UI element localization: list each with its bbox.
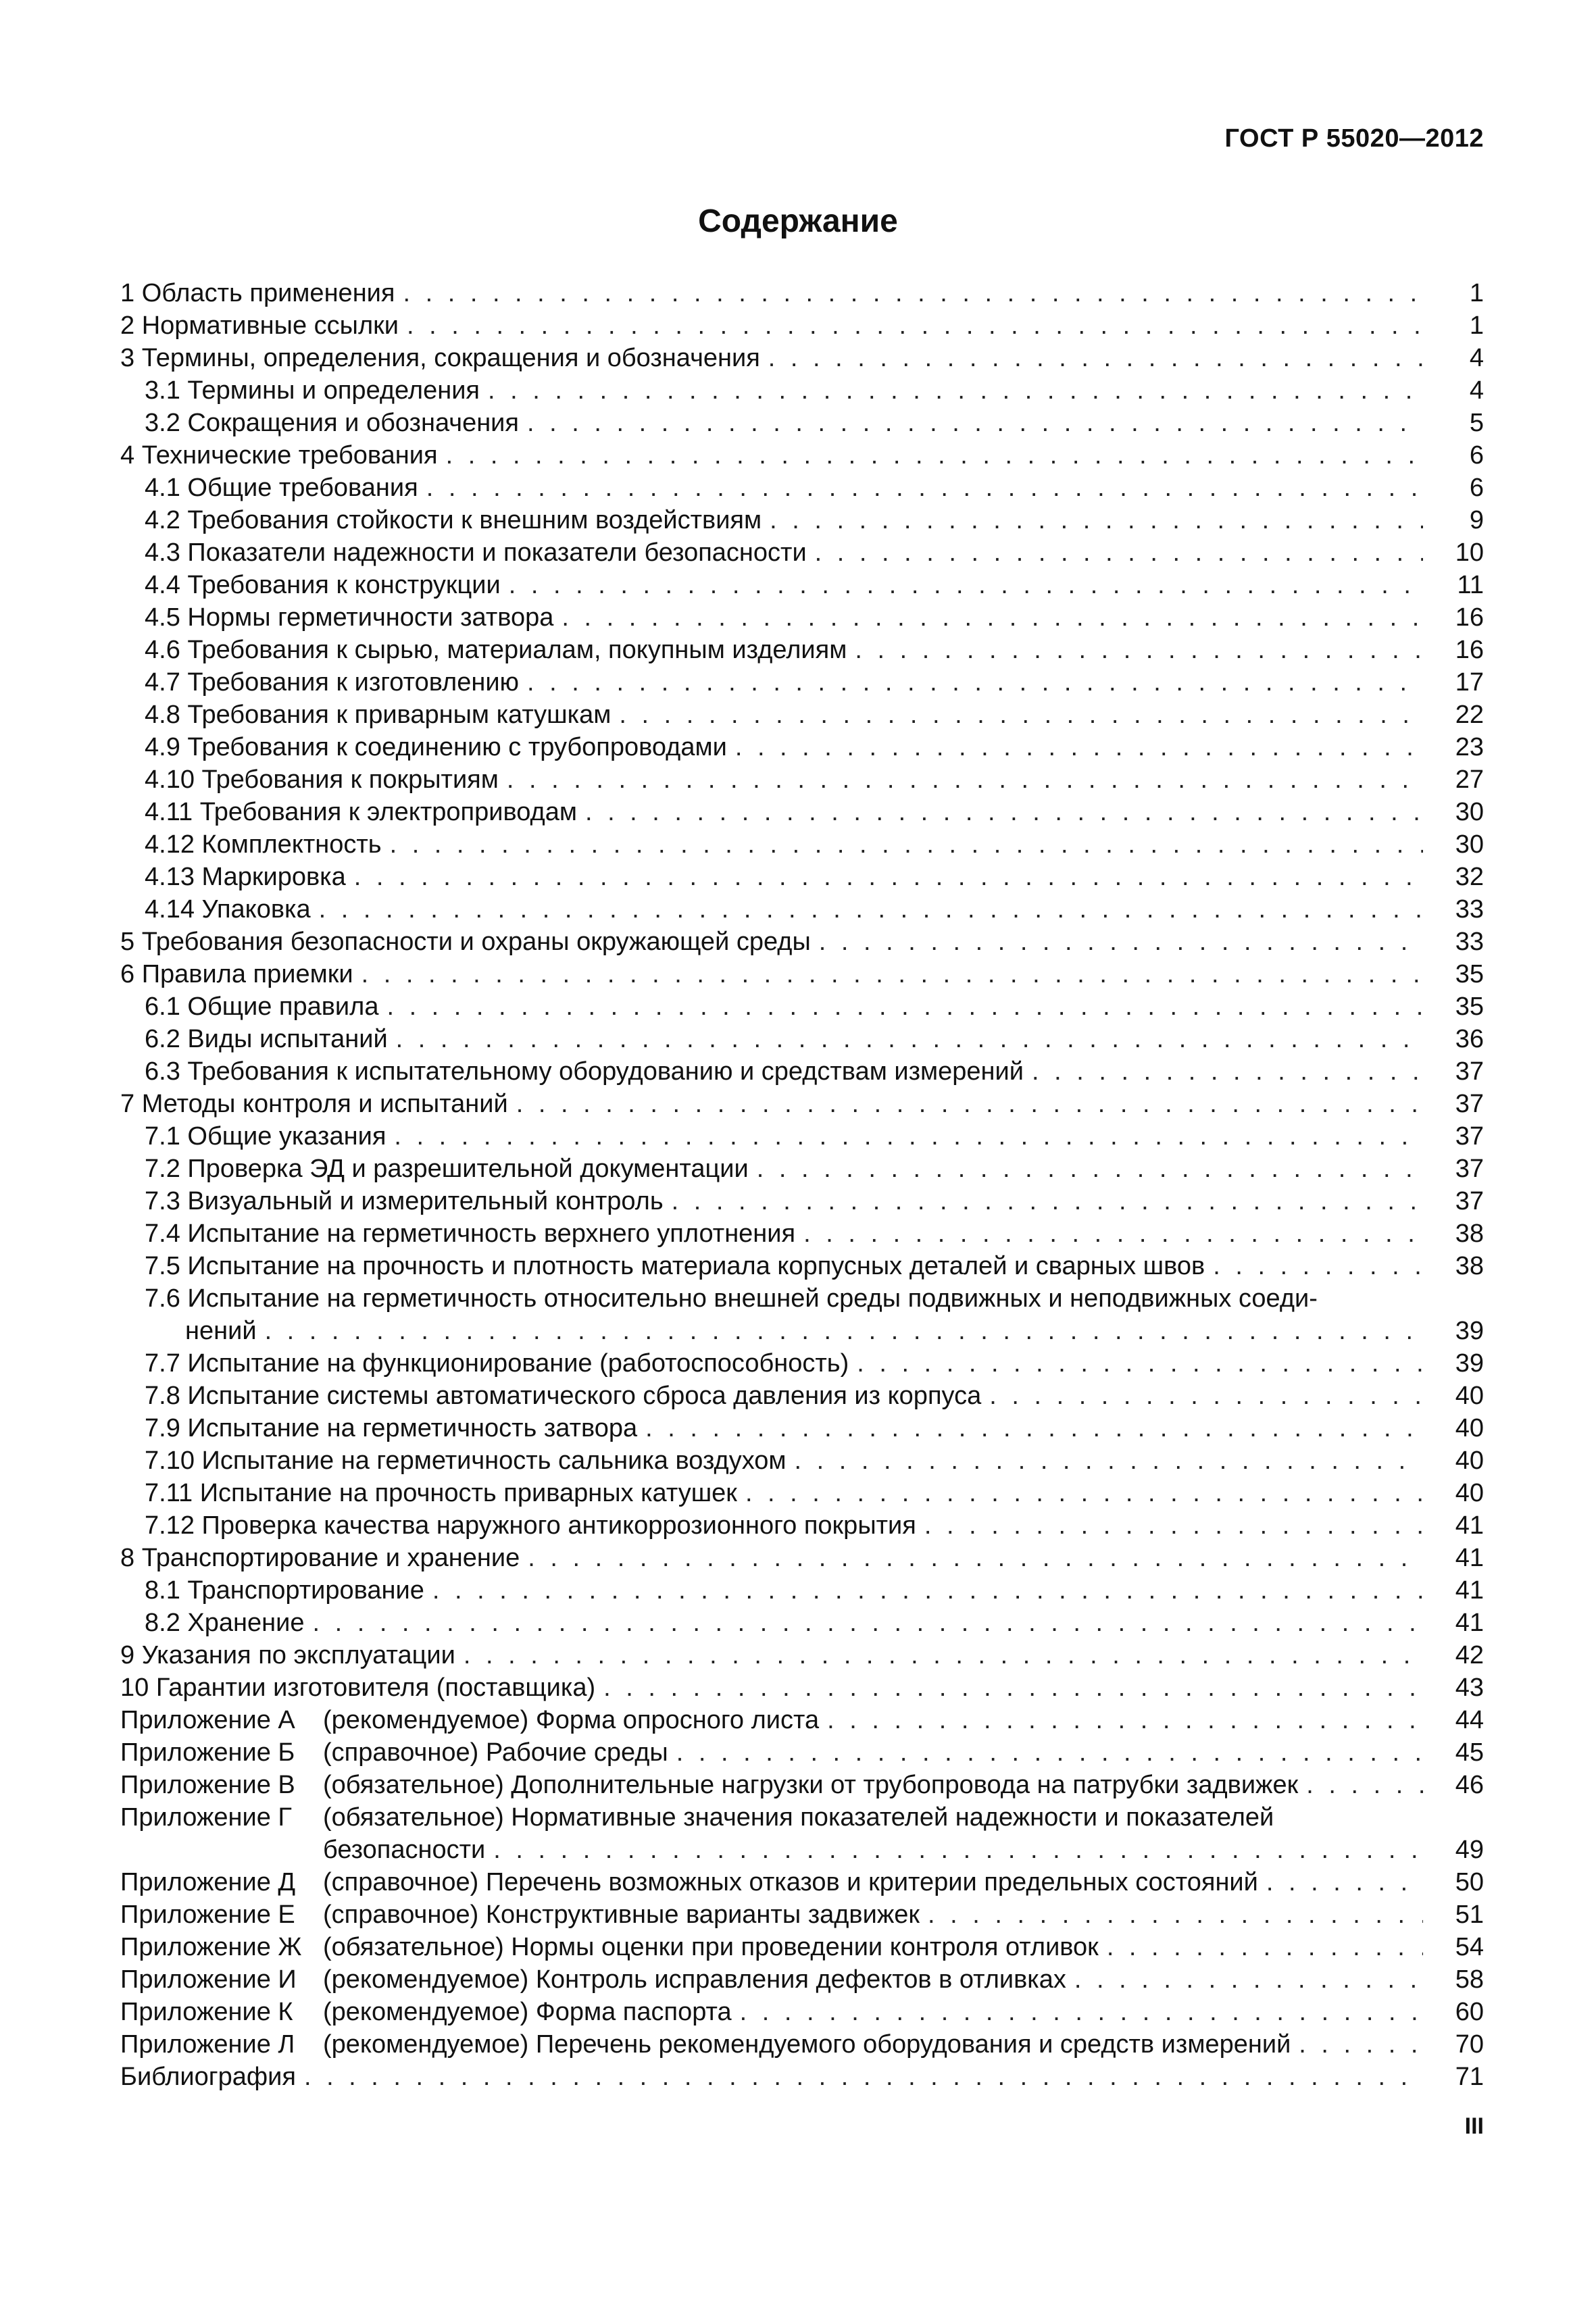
toc-entry-page: 16 (1455, 636, 1484, 664)
toc-entry-label: 7.8 Испытание системы автоматического сброса давления из корпуса (145, 1382, 982, 1410)
bibliography-entry[interactable] (120, 2061, 1484, 2093)
dot-leader (981, 1380, 1423, 1412)
toc-entry-label: 6.2 Виды испытаний (145, 1025, 388, 1053)
toc-entry-label (120, 2028, 1291, 2061)
toc-entry-page: 30 (1455, 830, 1484, 859)
dot-leader (346, 861, 1423, 893)
dot-leader (920, 1898, 1423, 1931)
toc-entry[interactable] (120, 796, 1484, 828)
appendix-title: (справочное) Рабочие среды (323, 1738, 668, 1767)
toc-entry[interactable] (120, 699, 1484, 731)
toc-entry-page: 39 (1455, 1349, 1484, 1378)
toc-entry-page: 35 (1455, 992, 1484, 1021)
toc-entry[interactable] (120, 1120, 1484, 1153)
toc-entry[interactable] (120, 1250, 1484, 1282)
toc-entry-label (120, 1996, 732, 2028)
dot-leader (811, 926, 1423, 958)
toc-entry-label (120, 1898, 920, 1931)
dot-leader (485, 1834, 1423, 1866)
toc-entry[interactable] (120, 1217, 1484, 1250)
toc-entry-page: 44 (1455, 1706, 1484, 1734)
toc-entry-page: 51 (1455, 1901, 1484, 1929)
dot-leader (1205, 1250, 1423, 1282)
toc-entry-label: 7 Методы контроля и испытаний (120, 1090, 508, 1118)
appendix-entry[interactable] (120, 1898, 1484, 1931)
dot-leader (304, 1607, 1423, 1639)
toc-entry-page: 6 (1469, 441, 1484, 470)
toc-entry[interactable] (120, 1477, 1484, 1509)
toc-entry-label: 4 Технические требования (120, 441, 438, 470)
appendix-name: Приложение Ж (120, 1933, 302, 1961)
dot-leader (418, 472, 1423, 504)
dot-leader (847, 634, 1423, 666)
toc-entry-page: 5 (1469, 409, 1484, 437)
toc-entry-label: 4.2 Требования стойкости к внешним воздействиям (145, 506, 762, 534)
toc-entry[interactable] (120, 439, 1484, 472)
toc-entry[interactable] (120, 1412, 1484, 1444)
toc-entry[interactable] (120, 1607, 1484, 1639)
toc-entry-label: 7.6 Испытание на герметичность относительно внешней среды подвижных и неподвижных соеди- (145, 1284, 1318, 1313)
dot-leader (1024, 1055, 1423, 1088)
toc-entry-page: 33 (1455, 928, 1484, 956)
toc-entry-page: 40 (1455, 1447, 1484, 1475)
toc-entry[interactable] (120, 569, 1484, 601)
toc-entry-label (120, 1801, 1274, 1834)
toc-entry-page: 37 (1455, 1155, 1484, 1183)
toc-entry-label: безопасности (323, 1836, 486, 1864)
toc-entry-label: 4.11 Требования к электроприводам (145, 798, 577, 826)
dot-leader (1291, 2028, 1423, 2061)
toc-entry[interactable] (120, 893, 1484, 926)
toc-entry-page: 41 (1455, 1609, 1484, 1637)
toc-entry-page: 37 (1455, 1187, 1484, 1215)
toc-entry[interactable] (120, 1088, 1484, 1120)
toc-entry-page: 38 (1455, 1252, 1484, 1280)
toc-entry-label: 7.1 Общие указания (145, 1122, 386, 1151)
toc-entry-label: 7.10 Испытание на герметичность сальника воздухом (145, 1447, 787, 1475)
toc-entry[interactable] (120, 1574, 1484, 1607)
appendix-name: Приложение Б (120, 1738, 295, 1767)
toc-entry-label: 7.12 Проверка качества наружного антикоррозионного покрытия (145, 1511, 916, 1540)
toc-entry[interactable] (120, 1509, 1484, 1542)
page-number: III (1464, 2113, 1484, 2139)
toc-entry-label: 3.1 Термины и определения (145, 376, 480, 405)
page-title: Содержание (698, 203, 898, 239)
dot-leader (519, 666, 1423, 699)
toc-entry-page: 45 (1455, 1738, 1484, 1767)
toc-entry-label: нений (185, 1317, 257, 1345)
toc-entry[interactable] (120, 763, 1484, 796)
appendix-name: Приложение И (120, 1965, 297, 1994)
toc-entry-page: 41 (1455, 1511, 1484, 1540)
dot-leader (257, 1315, 1423, 1347)
toc-entry-label: 4.12 Комплектность (145, 830, 382, 859)
toc-entry-page: 16 (1455, 603, 1484, 632)
toc-entry-label: 7.7 Испытание на функционирование (работоспособность) (145, 1349, 849, 1378)
toc-entry[interactable] (120, 277, 1484, 309)
appendix-title: (рекомендуемое) Форма паспорта (323, 1998, 732, 2026)
toc-entry-page: 50 (1455, 1868, 1484, 1896)
appendix-title: (справочное) Конструктивные варианты задвижек (323, 1901, 920, 1929)
dot-leader (499, 763, 1423, 796)
dot-leader (849, 1347, 1423, 1380)
dot-leader (508, 1088, 1423, 1120)
dot-leader (424, 1574, 1423, 1607)
toc-entry[interactable] (120, 958, 1484, 990)
dot-leader (438, 439, 1423, 472)
toc-entry-label (120, 1769, 1298, 1801)
toc-entry-page: 37 (1455, 1090, 1484, 1118)
toc-entry-page: 43 (1455, 1674, 1484, 1702)
toc-entry-label: 7.5 Испытание на прочность и плотность материала корпусных деталей и сварных швов (145, 1252, 1205, 1280)
toc-entry-page: 41 (1455, 1576, 1484, 1605)
appendix-entry[interactable] (120, 2028, 1484, 2061)
appendix-entry[interactable] (120, 1963, 1484, 1996)
toc-entry-label: 8.2 Хранение (145, 1609, 305, 1637)
dot-leader (519, 407, 1423, 439)
dot-leader (386, 1120, 1423, 1153)
toc-entry-label: 2 Нормативные ссылки (120, 311, 399, 340)
dot-leader (760, 342, 1423, 374)
toc-entry-label: 7.4 Испытание на герметичность верхнего уплотнения (145, 1219, 796, 1248)
appendix-title: (рекомендуемое) Перечень рекомендуемого оборудования и средств измерений (323, 2030, 1291, 2059)
toc-entry-label: 1 Область применения (120, 279, 395, 307)
toc-entry[interactable] (120, 472, 1484, 504)
toc-entry-page: 9 (1469, 506, 1484, 534)
appendix-name: Приложение Е (120, 1901, 295, 1929)
toc-entry-label: 7.2 Проверка ЭД и разрешительной документации (145, 1155, 749, 1183)
toc-entry-label: 7.3 Визуальный и измерительный контроль (145, 1187, 664, 1215)
toc-entry-label: 8 Транспортирование и хранение (120, 1544, 520, 1572)
toc-entry-label: 4.8 Требования к приварным катушкам (145, 701, 612, 729)
dot-leader (553, 601, 1423, 634)
toc-entry-label (120, 1963, 1066, 1996)
appendix-title: (справочное) Перечень возможных отказов и критерии предельных состояний (323, 1868, 1258, 1896)
toc-entry-label: 4.13 Маркировка (145, 863, 346, 891)
dot-leader (388, 1023, 1423, 1055)
toc-entry-label: 7.9 Испытание на герметичность затвора (145, 1414, 638, 1442)
toc-entry-label: 6.3 Требования к испытательному оборудованию и средствам измерений (145, 1057, 1024, 1086)
toc-entry-label: 8.1 Транспортирование (145, 1576, 424, 1605)
toc-entry-page: 1 (1469, 311, 1484, 340)
toc-entry-page: 60 (1455, 1998, 1484, 2026)
appendix-name: Приложение Г (120, 1803, 293, 1832)
dot-leader (668, 1736, 1423, 1769)
toc-entry-page: 40 (1455, 1479, 1484, 1507)
toc-entry-page: 70 (1455, 2030, 1484, 2059)
toc-entry[interactable] (120, 536, 1484, 569)
toc-entry-page: 30 (1455, 798, 1484, 826)
appendix-entry[interactable] (120, 1769, 1484, 1801)
toc-entry[interactable] (120, 666, 1484, 699)
toc-entry-page: 4 (1469, 376, 1484, 405)
dot-leader (378, 990, 1423, 1023)
dot-leader (749, 1153, 1423, 1185)
appendix-entry[interactable] (120, 1931, 1484, 1963)
toc-entry[interactable] (120, 731, 1484, 763)
toc-entry-page: 1 (1469, 279, 1484, 307)
toc-entry-page: 10 (1455, 538, 1484, 567)
table-of-contents (120, 277, 1484, 2093)
toc-entry-page: 4 (1469, 344, 1484, 372)
toc-entry-page: 37 (1455, 1057, 1484, 1086)
toc-entry-label: 6.1 Общие правила (145, 992, 379, 1021)
toc-entry-page: 49 (1455, 1836, 1484, 1864)
toc-entry-label (120, 1866, 1258, 1898)
dot-leader (819, 1704, 1423, 1736)
toc-entry-label: 7.11 Испытание на прочность приварных катушек (145, 1479, 737, 1507)
appendix-name: Приложение К (120, 1998, 293, 2026)
toc-entry-page: 6 (1469, 474, 1484, 502)
toc-entry-page: 71 (1455, 2063, 1484, 2091)
dot-leader (807, 536, 1423, 569)
appendix-entry-line (120, 1801, 1484, 1834)
dot-leader (727, 731, 1423, 763)
dot-leader (595, 1671, 1423, 1704)
toc-entry-page: 58 (1455, 1965, 1484, 1994)
dot-leader (737, 1477, 1423, 1509)
toc-entry[interactable] (120, 1347, 1484, 1380)
toc-entry-page: 38 (1455, 1219, 1484, 1248)
toc-entry-label: 3.2 Сокращения и обозначения (145, 409, 519, 437)
dot-leader (382, 828, 1423, 861)
toc-entry-page: 35 (1455, 960, 1484, 988)
appendix-entry[interactable] (120, 1736, 1484, 1769)
appendix-name: Приложение А (120, 1706, 295, 1734)
toc-entry-label: 4.10 Требования к покрытиям (145, 765, 499, 794)
toc-entry[interactable] (120, 926, 1484, 958)
toc-entry-label: 4.9 Требования к соединению с трубопроводами (145, 733, 727, 761)
toc-entry-label: 4.14 Упаковка (145, 895, 311, 924)
toc-entry-page: 46 (1455, 1771, 1484, 1799)
appendix-title: (рекомендуемое) Контроль исправления дефектов в отливках (323, 1965, 1066, 1994)
toc-entry-page: 40 (1455, 1382, 1484, 1410)
toc-entry-label: 4.5 Нормы герметичности затвора (145, 603, 554, 632)
dot-leader (1066, 1963, 1423, 1996)
toc-entry-page: 41 (1455, 1544, 1484, 1572)
toc-entry[interactable] (120, 990, 1484, 1023)
toc-entry[interactable] (120, 1023, 1484, 1055)
document-code: ГОСТ Р 55020—2012 (1224, 124, 1484, 153)
toc-entry-page: 11 (1457, 571, 1484, 599)
dot-leader (501, 569, 1423, 601)
toc-entry[interactable] (120, 1153, 1484, 1185)
dot-leader (520, 1542, 1423, 1574)
toc-entry-page: 39 (1455, 1317, 1484, 1345)
dot-leader (395, 277, 1423, 309)
toc-entry[interactable] (120, 1639, 1484, 1671)
toc-entry-page: 27 (1455, 765, 1484, 794)
appendix-title: (обязательное) Нормативные значения показателей надежности и показателей (323, 1803, 1274, 1832)
toc-entry-label: 10 Гарантии изготовителя (поставщика) (120, 1674, 596, 1702)
toc-entry-page: 22 (1455, 701, 1484, 729)
appendix-title: (рекомендуемое) Форма опросного листа (323, 1706, 820, 1734)
toc-entry[interactable] (120, 1542, 1484, 1574)
toc-entry[interactable] (120, 634, 1484, 666)
toc-entry-label: Библиография (120, 2063, 296, 2091)
dot-leader (1099, 1931, 1423, 1963)
dot-leader (399, 309, 1423, 342)
dot-leader (296, 2061, 1423, 2093)
appendix-title: (обязательное) Дополнительные нагрузки от трубопровода на патрубки задвижек (323, 1771, 1299, 1799)
toc-entry-label: 3 Термины, определения, сокращения и обозначения (120, 344, 760, 372)
appendix-entry[interactable] (120, 1996, 1484, 2028)
dot-leader (795, 1217, 1423, 1250)
appendix-name: Приложение Л (120, 2030, 295, 2059)
dot-leader (1298, 1769, 1423, 1801)
toc-entry[interactable] (120, 1055, 1484, 1088)
toc-entry[interactable] (120, 1380, 1484, 1412)
toc-entry[interactable] (120, 828, 1484, 861)
toc-entry-label (120, 1736, 668, 1769)
dot-leader (637, 1412, 1423, 1444)
toc-entry[interactable] (120, 504, 1484, 536)
toc-entry[interactable] (120, 342, 1484, 374)
toc-entry-label: 4.3 Показатели надежности и показатели безопасности (145, 538, 807, 567)
dot-leader (353, 958, 1423, 990)
toc-entry[interactable] (120, 861, 1484, 893)
toc-entry-page: 40 (1455, 1414, 1484, 1442)
toc-entry-page: 33 (1455, 895, 1484, 924)
toc-entry[interactable] (120, 1671, 1484, 1704)
dot-leader (611, 699, 1423, 731)
toc-entry-label: 4.4 Требования к конструкции (145, 571, 501, 599)
appendix-name: Приложение Д (120, 1868, 296, 1896)
appendix-title: (обязательное) Нормы оценки при проведении контроля отливок (323, 1933, 1099, 1961)
toc-entry[interactable] (120, 1315, 1484, 1347)
toc-entry[interactable] (120, 601, 1484, 634)
dot-leader (916, 1509, 1423, 1542)
toc-entry[interactable] (120, 374, 1484, 407)
toc-entry[interactable] (120, 407, 1484, 439)
toc-entry[interactable] (120, 309, 1484, 342)
dot-leader (762, 504, 1423, 536)
toc-entry-label (120, 1704, 819, 1736)
appendix-entry[interactable] (120, 1704, 1484, 1736)
dot-leader (787, 1444, 1423, 1477)
toc-entry-label (120, 1931, 1099, 1963)
toc-entry-label: 4.1 Общие требования (145, 474, 418, 502)
toc-entry-page: 36 (1455, 1025, 1484, 1053)
dot-leader (480, 374, 1423, 407)
toc-entry[interactable] (120, 1185, 1484, 1217)
appendix-name: Приложение В (120, 1771, 295, 1799)
dot-leader (577, 796, 1423, 828)
dot-leader (455, 1639, 1423, 1671)
toc-entry-page: 17 (1455, 668, 1484, 697)
dot-leader (732, 1996, 1423, 2028)
toc-entry[interactable] (120, 1444, 1484, 1477)
toc-entry-page: 54 (1455, 1933, 1484, 1961)
toc-entry-label: 6 Правила приемки (120, 960, 353, 988)
toc-entry-page: 32 (1455, 863, 1484, 891)
dot-leader (311, 893, 1423, 926)
toc-entry-line (120, 1282, 1484, 1315)
toc-entry-page: 37 (1455, 1122, 1484, 1151)
toc-entry-label: 4.7 Требования к изготовлению (145, 668, 520, 697)
toc-entry-label: 5 Требования безопасности и охраны окружающей среды (120, 928, 811, 956)
toc-entry-page: 42 (1455, 1641, 1484, 1669)
toc-entry-page: 23 (1455, 733, 1484, 761)
dot-leader (664, 1185, 1423, 1217)
toc-entry-label: 9 Указания по эксплуатации (120, 1641, 455, 1669)
dot-leader (1258, 1866, 1423, 1898)
appendix-entry[interactable] (120, 1866, 1484, 1898)
toc-entry-label: 4.6 Требования к сырью, материалам, покупным изделиям (145, 636, 847, 664)
appendix-entry[interactable] (120, 1834, 1484, 1866)
